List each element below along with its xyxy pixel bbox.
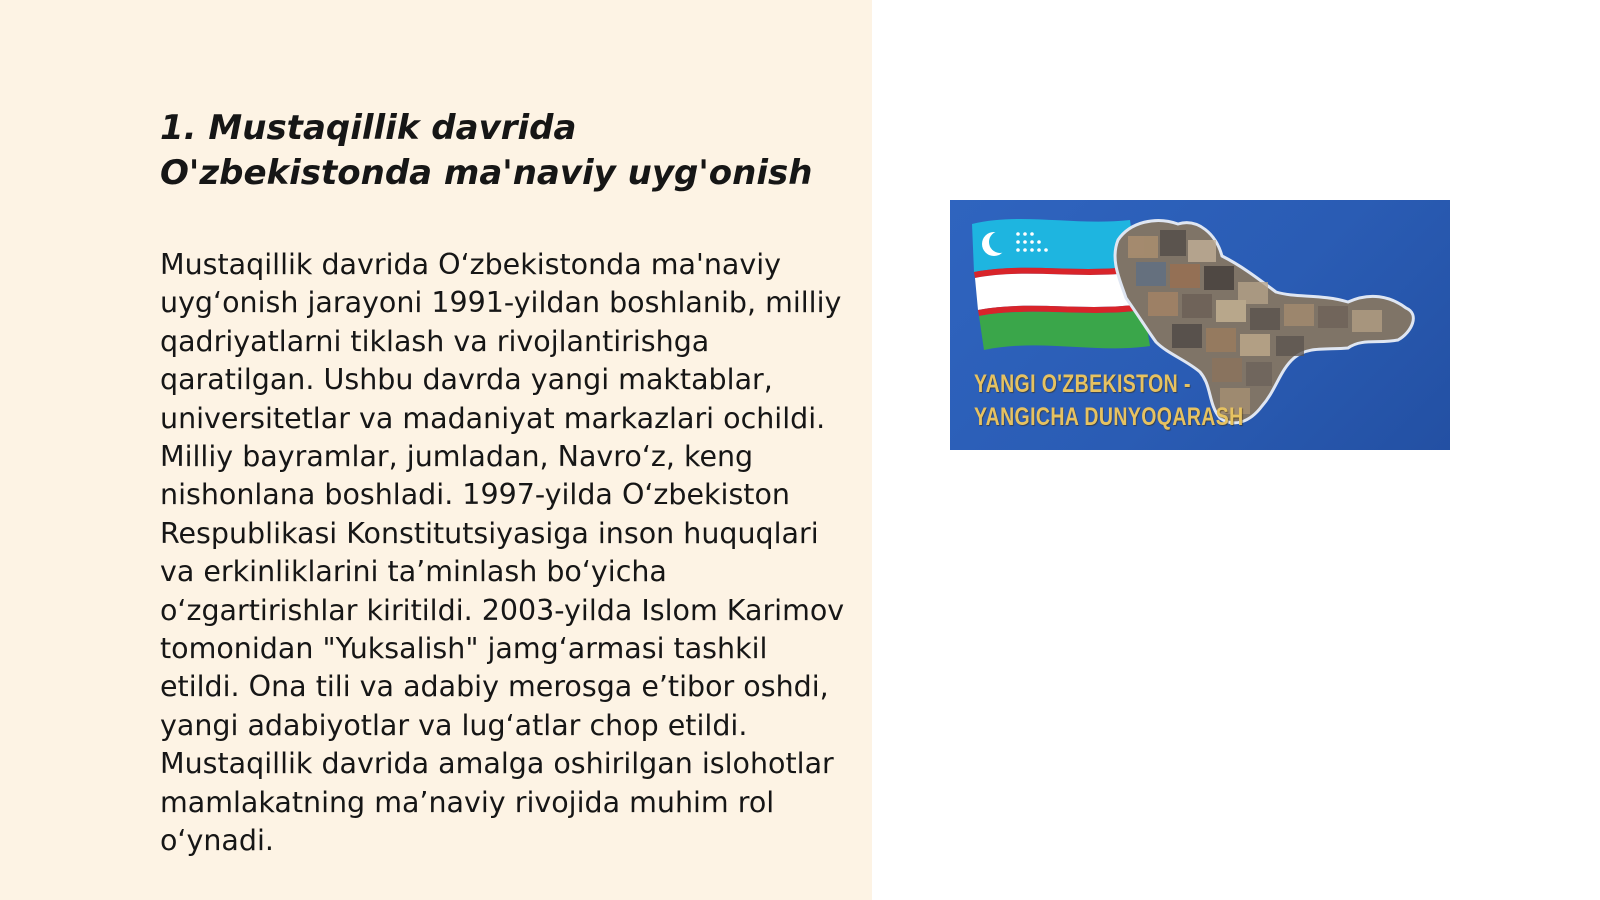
banner-caption-line2: YANGICHA DUNYOQARASH	[974, 403, 1244, 431]
right-panel	[872, 0, 1600, 900]
slide-title: 1. Mustaqillik davrida O'zbekistonda ma'naviy uyg'onish	[160, 108, 813, 193]
banner-caption-line1: YANGI O'ZBEKISTON -	[974, 370, 1191, 398]
slide-body-text: Mustaqillik davrida O‘zbekistonda ma'naviy uyg‘onish jarayoni 1991-yildan boshlanib, milliy qadriyatlarni tiklash va rivojlantirishga qaratilgan. Ushbu davrda yangi maktablar, universitetlar va madaniyat markazlari ochildi. Milliy bayramlar, jumladan, Navro‘z, keng nishonlana boshladi. 1997-yilda O‘zbekiston Respublikasi Konstitutsiyasiga inson huquqlari va erkinliklarini ta’minlash bo‘yicha o‘zgartirishlar kiritildi. 2003-yilda Islom Karimov tomonidan "Yuksalish" jamg‘armasi tashkil etildi. Ona tili va adabiy merosga e’tibor oshdi, yangi adabiyotlar va lug‘atlar chop etildi. Mustaqillik davrida amalga oshirilgan islohotlar mamlakatning ma’naviy rivojida muhim rol o‘ynadi.	[160, 248, 845, 858]
banner-caption	[974, 368, 1244, 434]
yangi-uzbekiston-banner	[950, 200, 1450, 450]
